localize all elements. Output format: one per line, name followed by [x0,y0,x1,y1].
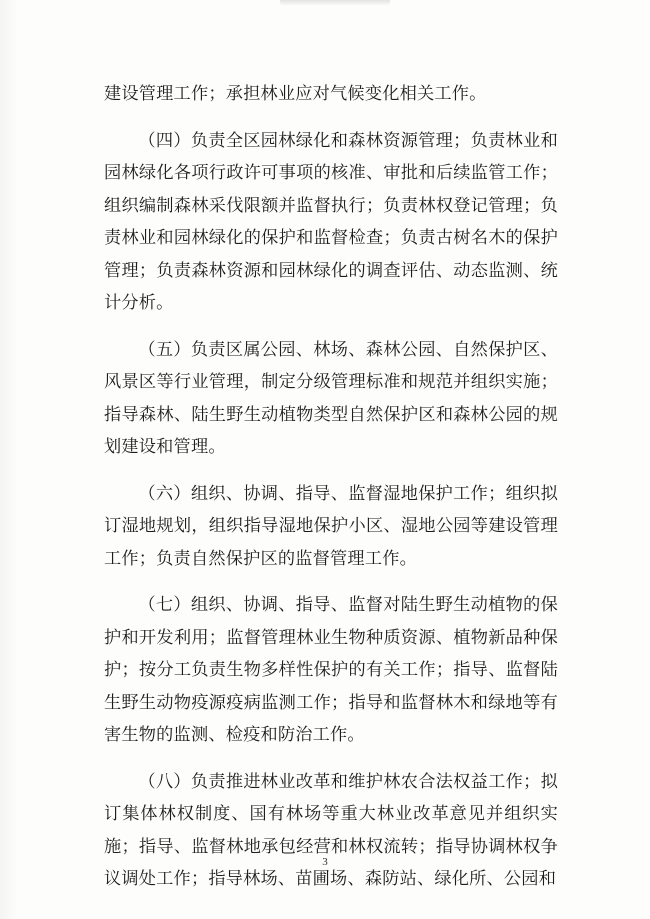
document-body [104,78,558,910]
paragraph-item-6: （六）组织、协调、指导、监督湿地保护工作；组织拟订湿地规划，组织指导湿地保护小区、湿地公园等建设管理工作；负责自然保护区的监督管理工作。 [104,483,558,569]
paragraph-continuation: 建设管理工作；承担林业应对气候变化相关工作。 [104,84,487,104]
paragraph-item-7: （七）组织、协调、指导、监督对陆生野生动植物的保护和开发利用；监督管理林业生物种质资源、植物新品种保护；按分工负责生物多样性保护的有关工作；指导、监督陆生野生动物疫源疫病监测工作；指导和监督林木和绿地等有害生物的监测、检疫和防治工作。 [104,595,558,745]
page-number: 3 [322,856,328,868]
paragraph-item-4: （四）负责全区园林绿化和森林资源管理；负责林业和园林绿化各项行政许可事项的核准、审批和后续监管工作；组织编制森林采伐限额并监督执行；负责林权登记管理；负责林业和园林绿化的保护和监督检查；负责古树名木的保护管理；负责森林资源和园林绿化的调查评估、动态监测、统计分析。 [104,130,558,313]
paragraph-item-8: （八）负责推进林业改革和维护林农合法权益工作；拟订集体林权制度、国有林场等重大林业改革意见并组织实施；指导、监督林地承包经营和林权流转；指导协调林权争议调处工作；指导林场、苗圃场、森防站、绿化所、公园和 [104,771,558,889]
scan-edge-mark [280,0,390,6]
paragraph-item-5: （五）负责区属公园、林场、森林公园、自然保护区、风景区等行业管理，制定分级管理标准和规范并组织实施；指导森林、陆生野生动植物类型自然保护区和森林公园的规划建设和管理。 [104,339,558,457]
